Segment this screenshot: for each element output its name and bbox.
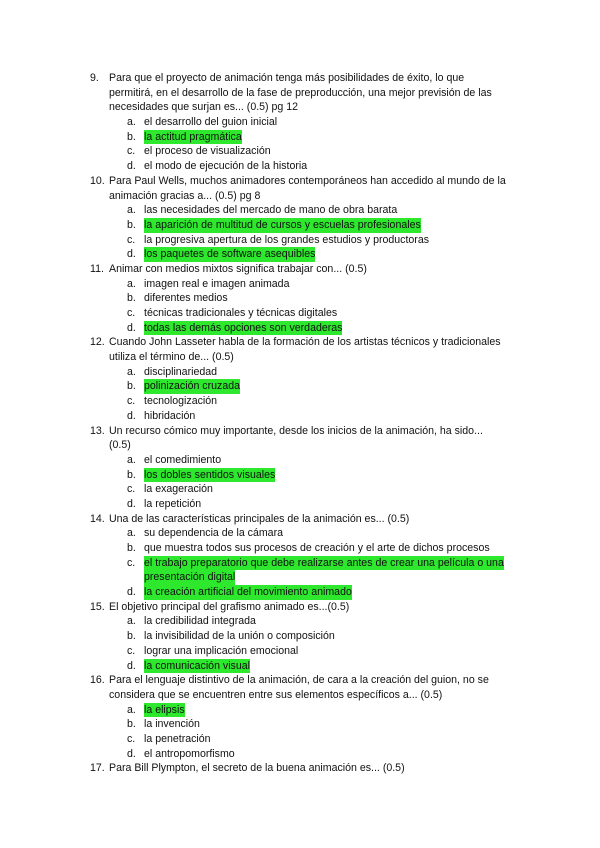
option-line: [0, 203, 600, 218]
answer-option: [0, 159, 600, 174]
option-line: [0, 233, 600, 248]
answer-option: [0, 629, 600, 644]
option-line: [0, 482, 600, 497]
question-line: [0, 438, 600, 453]
answer-option: [0, 732, 600, 747]
option-text: el comedimiento: [144, 453, 222, 466]
option-letter: c.: [127, 483, 136, 496]
question-line: [0, 673, 600, 688]
option-text-highlighted: los dobles sentidos visuales: [144, 468, 276, 481]
option-line: [0, 306, 600, 321]
option-letter: c.: [127, 644, 136, 657]
answer-option-correct: [0, 130, 600, 145]
option-line: [0, 247, 600, 262]
option-text: imagen real e imagen animada: [144, 277, 290, 290]
question-text: Para Paul Wells, muchos animadores contemporáneos han accedido al mundo de la: [109, 174, 506, 187]
option-text: la credibilidad integrada: [144, 615, 256, 628]
option-line: [0, 115, 600, 130]
option-text-highlighted: los paquetes de software asequibles: [144, 248, 316, 261]
question-line: [0, 512, 600, 527]
option-text: la repetición: [144, 497, 202, 510]
question-item: [0, 335, 600, 423]
option-letter: d.: [127, 409, 136, 422]
option-text: la invención: [144, 718, 200, 731]
answer-option-correct: [0, 247, 600, 262]
option-letter: b.: [127, 542, 136, 554]
option-text: el antropomorfismo: [144, 747, 235, 760]
option-letter: c.: [127, 556, 136, 569]
option-letter: a.: [127, 116, 136, 129]
option-line: [0, 659, 600, 674]
option-text: la invisibilidad de la unión o composición: [144, 630, 335, 643]
option-line: [0, 732, 600, 747]
question-line: [0, 86, 600, 101]
option-line: [0, 614, 600, 629]
answer-option: [0, 115, 600, 130]
option-letter: b.: [127, 630, 136, 643]
option-text-highlighted: la actitud pragmática: [144, 130, 242, 143]
option-letter: b.: [127, 292, 136, 305]
answer-option: [0, 291, 600, 306]
option-text: las necesidades del mercado de mano de obra barata: [144, 204, 398, 217]
option-letter: c.: [127, 395, 136, 408]
option-line: [0, 218, 600, 233]
question-line: [0, 71, 600, 86]
option-letter: a.: [127, 365, 136, 378]
option-line: [0, 703, 600, 718]
question-text: Un recurso cómico muy importante, desde los inicios de la animación, ha sido...: [109, 424, 483, 437]
option-line: [0, 409, 600, 424]
option-line: [0, 541, 600, 556]
question-line: [0, 189, 600, 204]
option-text-highlighted: la aparición de multitud de cursos y escuelas profesionales: [144, 218, 421, 231]
option-text-highlighted: polinización cruzada: [144, 380, 240, 393]
option-text: disciplinariedad: [144, 365, 218, 378]
question-line: [0, 761, 600, 776]
option-letter: a.: [127, 453, 136, 466]
option-text: su dependencia de la cámara: [144, 527, 283, 540]
answer-option: [0, 747, 600, 762]
question-text: El objetivo principal del grafismo animado es...(0.5): [109, 600, 350, 613]
option-line: [0, 321, 600, 336]
option-line: [0, 570, 600, 585]
answer-option-correct: [0, 468, 600, 483]
option-letter: b.: [127, 468, 136, 481]
option-letter: b.: [127, 380, 136, 393]
question-line: [0, 688, 600, 703]
answer-option: [0, 482, 600, 497]
question-number: 11.: [90, 262, 104, 275]
question-text: necesidades que surjan es... (0.5) pg 12: [109, 101, 299, 114]
question-text: Para Bill Plympton, el secreto de la buena animación es... (0.5): [109, 762, 405, 775]
option-letter: c.: [127, 732, 136, 745]
question-item: [0, 71, 600, 174]
question-number: 16.: [90, 674, 105, 687]
option-text: el modo de ejecución de la historia: [144, 160, 308, 173]
question-number: 10.: [90, 174, 105, 187]
answer-option: [0, 541, 600, 556]
option-text-highlighted: todas las demás opciones son verdaderas: [144, 321, 343, 334]
option-text-highlighted: la creación artificial del movimiento animado: [144, 586, 352, 599]
option-text: el desarrollo del guion inicial: [144, 116, 278, 129]
question-line: [0, 262, 600, 277]
question-number: 13.: [90, 424, 105, 437]
question-number: 12.: [90, 336, 105, 349]
option-line: [0, 556, 600, 571]
question-text: (0.5): [109, 439, 131, 452]
question-line: [0, 100, 600, 115]
question-item: [0, 262, 600, 335]
answer-option: [0, 144, 600, 159]
option-line: [0, 585, 600, 600]
option-line: [0, 644, 600, 659]
option-line: [0, 717, 600, 732]
answer-option: [0, 453, 600, 468]
answer-option: [0, 497, 600, 512]
question-item: [0, 600, 600, 673]
question-line: [0, 350, 600, 365]
option-text: hibridación: [144, 409, 196, 422]
answer-option: [0, 233, 600, 248]
option-line: [0, 379, 600, 394]
option-text-highlighted: el trabajo preparatorio que debe realizarse antes de crear una película o una: [144, 556, 504, 569]
option-text-highlighted: presentación digital: [144, 571, 236, 584]
question-number: 14.: [90, 512, 105, 525]
question-item: [0, 512, 600, 600]
question-text: Cuando John Lasseter habla de la formación de los artistas técnicos y tradicionales: [109, 336, 501, 349]
option-text-highlighted: la elipsis: [144, 703, 185, 716]
answer-option-correct: [0, 703, 600, 718]
question-text: Una de las características principales de la animación es... (0.5): [109, 512, 410, 525]
option-text: que muestra todos sus procesos de creación y el arte de dichos procesos: [144, 542, 490, 554]
option-letter: d.: [127, 497, 136, 510]
answer-option: [0, 644, 600, 659]
option-line: [0, 144, 600, 159]
option-text: la penetración: [144, 732, 211, 745]
option-letter: b.: [127, 130, 136, 143]
question-text: Para el lenguaje distintivo de la animación, de cara a la creación del guion, no se: [109, 674, 489, 687]
question-text: Para que el proyecto de animación tenga más posibilidades de éxito, lo que: [109, 72, 465, 84]
answer-option: [0, 203, 600, 218]
answer-option: [0, 277, 600, 292]
option-text-highlighted: la comunicación visual: [144, 659, 250, 672]
answer-option-correct: [0, 556, 600, 585]
option-line: [0, 468, 600, 483]
option-letter: d.: [127, 248, 136, 261]
option-letter: a.: [127, 527, 136, 540]
option-line: [0, 277, 600, 292]
question-text: animación gracias a... (0.5) pg 8: [109, 189, 261, 202]
option-line: [0, 526, 600, 541]
question-text: utiliza el término de... (0.5): [109, 351, 234, 364]
option-letter: a.: [127, 204, 136, 217]
option-letter: c.: [127, 233, 136, 246]
question-text: Animar con medios mixtos significa trabajar con... (0.5): [109, 262, 367, 275]
answer-option-correct: [0, 218, 600, 233]
question-text: permitirá, en el desarrollo de la fase de preproducción, una mejor previsión de las: [109, 86, 492, 99]
answer-option-correct: [0, 379, 600, 394]
answer-option: [0, 614, 600, 629]
option-letter: d.: [127, 586, 136, 599]
question-text: considera que se encuentren entre sus elementos específicos a... (0.5): [109, 688, 443, 701]
option-line: [0, 497, 600, 512]
option-letter: a.: [127, 277, 136, 290]
question-line: [0, 600, 600, 615]
answer-option: [0, 394, 600, 409]
answer-option-correct: [0, 321, 600, 336]
answer-option-correct: [0, 585, 600, 600]
option-letter: b.: [127, 718, 136, 731]
option-text: lograr una implicación emocional: [144, 644, 299, 657]
option-text: la progresiva apertura de los grandes estudios y productoras: [144, 233, 430, 246]
answer-option: [0, 365, 600, 380]
option-letter: c.: [127, 145, 136, 158]
option-text: diferentes medios: [144, 292, 228, 305]
option-text: tecnologización: [144, 395, 218, 408]
option-line: [0, 453, 600, 468]
option-text: técnicas tradicionales y técnicas digitales: [144, 307, 338, 319]
question-line: [0, 424, 600, 439]
option-text: la exageración: [144, 483, 213, 496]
option-text: el proceso de visualización: [144, 145, 271, 158]
option-letter: b.: [127, 218, 136, 231]
question-line: [0, 174, 600, 189]
question-item: [0, 761, 600, 776]
question-number: 9.: [90, 72, 99, 84]
option-line: [0, 629, 600, 644]
option-line: [0, 394, 600, 409]
option-line: [0, 159, 600, 174]
question-number: 15.: [90, 600, 105, 613]
exam-document: [0, 71, 600, 776]
answer-option: [0, 526, 600, 541]
answer-option: [0, 306, 600, 321]
option-letter: a.: [127, 615, 136, 628]
option-letter: c.: [127, 307, 136, 319]
question-number: 17.: [90, 762, 105, 775]
question-item: [0, 673, 600, 761]
option-line: [0, 130, 600, 145]
answer-option: [0, 409, 600, 424]
question-item: [0, 424, 600, 512]
answer-option-correct: [0, 659, 600, 674]
option-letter: a.: [127, 703, 136, 716]
question-line: [0, 335, 600, 350]
option-line: [0, 291, 600, 306]
option-letter: d.: [127, 321, 136, 334]
option-letter: d.: [127, 160, 136, 173]
option-line: [0, 747, 600, 762]
option-line: [0, 365, 600, 380]
answer-option: [0, 717, 600, 732]
question-item: [0, 174, 600, 262]
option-letter: d.: [127, 747, 136, 760]
option-letter: d.: [127, 659, 136, 672]
